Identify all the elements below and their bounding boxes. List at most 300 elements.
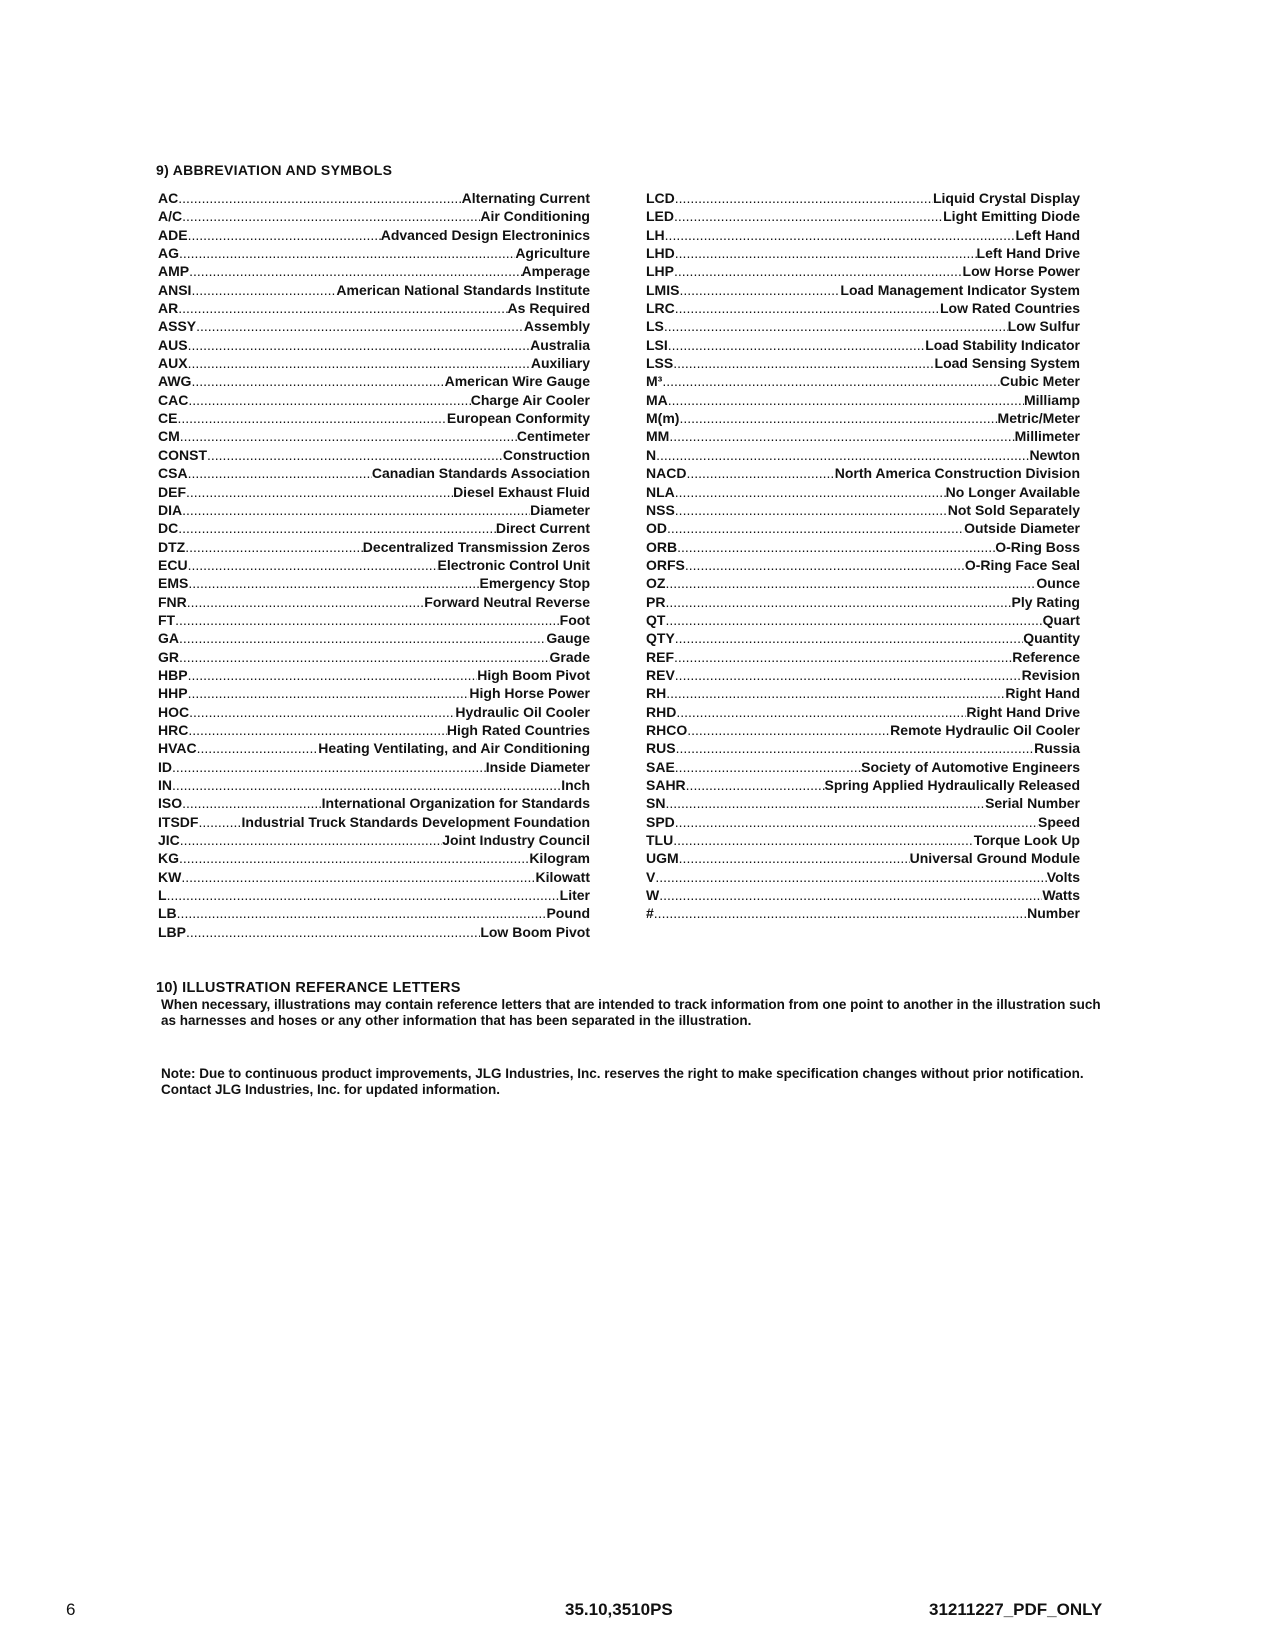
abbreviation-definition: No Longer Available (945, 483, 1080, 500)
dot-leader (673, 354, 934, 372)
dot-leader (172, 776, 561, 794)
abbreviation-definition: High Boom Pivot (477, 666, 590, 683)
dot-leader (664, 317, 1008, 335)
abbreviation-term: LCD (646, 190, 675, 206)
abbreviation-definition: Russia (1034, 740, 1080, 757)
abbreviation-row (158, 886, 590, 904)
abbreviation-definition: North America Construction Division (834, 465, 1080, 482)
abbreviation-definition: Load Management Indicator System (840, 281, 1080, 298)
abbreviation-row (646, 666, 1080, 684)
abbreviation-row (646, 464, 1080, 482)
abbreviation-term: AWG (158, 373, 192, 390)
abbreviation-definition: Pound (546, 905, 590, 922)
abbreviation-definition: Diameter (530, 501, 590, 518)
dot-leader (675, 666, 1022, 684)
abbreviation-row (158, 189, 590, 207)
abbreviation-row (158, 868, 590, 886)
abbreviation-row (646, 409, 1080, 427)
abbreviation-definition: Diesel Exhaust Fluid (453, 483, 590, 500)
abbreviation-definition: Heating Ventilating, and Air Conditioning (318, 740, 590, 757)
abbreviation-term: GR (158, 648, 179, 665)
abbreviation-definition: Millimeter (1014, 428, 1080, 445)
abbreviation-row (646, 207, 1080, 225)
dot-leader (686, 776, 825, 794)
abbreviation-row (158, 483, 590, 501)
section-9-title: 9) ABBREVIATION AND SYMBOLS (156, 162, 393, 178)
abbreviation-definition: Construction (502, 446, 590, 463)
abbreviation-row (646, 336, 1080, 354)
abbreviation-term: IN (158, 777, 172, 793)
abbreviation-row (646, 721, 1080, 739)
abbreviation-definition: Amperage (521, 263, 590, 280)
dot-leader (197, 739, 319, 757)
abbreviation-definition: O-Ring Face Seal (964, 556, 1080, 573)
abbreviation-row (158, 574, 590, 592)
abbreviation-term: V (646, 868, 656, 885)
dot-leader (687, 721, 890, 739)
abbreviation-row (646, 611, 1080, 629)
abbreviation-definition: Hydraulic Oil Cooler (455, 703, 590, 720)
dot-leader (676, 739, 1035, 757)
abbreviation-definition: Newton (1029, 446, 1080, 463)
abbreviation-row (158, 519, 590, 537)
dot-leader (655, 868, 1046, 886)
abbreviation-term: HOC (158, 703, 190, 720)
dot-leader (188, 464, 372, 482)
abbreviation-row (646, 281, 1080, 299)
abbreviation-row (158, 464, 590, 482)
abbreviation-term: GA (158, 630, 179, 647)
abbreviation-row (158, 703, 590, 721)
abbreviation-row (646, 372, 1080, 390)
dot-leader (665, 574, 1036, 592)
abbreviation-row (158, 409, 590, 427)
dot-leader (189, 703, 455, 721)
abbreviation-definition: Right Hand Drive (966, 703, 1080, 720)
abbreviation-term: ASSY (158, 318, 197, 335)
abbreviation-row (646, 519, 1080, 537)
abbreviation-row (646, 354, 1080, 372)
abbreviation-definition: As Required (507, 300, 590, 317)
dot-leader (191, 372, 444, 390)
dot-leader (182, 207, 480, 225)
abbreviation-definition: Emergency Stop (479, 575, 590, 592)
abbreviation-row (646, 556, 1080, 574)
abbreviation-row (646, 794, 1080, 812)
abbreviation-definition: Load Sensing System (934, 355, 1080, 372)
abbreviation-definition: European Conformity (446, 410, 590, 427)
abbreviation-term: M³ (646, 373, 663, 390)
abbreviation-definition: Ounce (1036, 575, 1080, 592)
abbreviation-definition: Revision (1021, 666, 1080, 683)
abbreviation-definition: Industrial Truck Standards Development Foundation (241, 813, 590, 830)
dot-leader (179, 849, 529, 867)
dot-leader (188, 684, 470, 702)
abbreviation-term: DTZ (158, 538, 186, 555)
abbreviation-term: JIC (158, 832, 180, 849)
abbreviation-term: CAC (158, 391, 189, 408)
dot-leader (675, 758, 861, 776)
abbreviation-definition: Advanced Design Electroninics (380, 226, 590, 243)
dot-leader (675, 501, 948, 519)
abbreviation-row (158, 904, 590, 922)
abbreviation-definition: Quart (1042, 611, 1080, 628)
abbreviation-term: NACD (646, 465, 687, 482)
abbreviation-row (158, 629, 590, 647)
dot-leader (665, 794, 985, 812)
abbreviation-term: LHP (646, 263, 674, 280)
abbreviation-term: NLA (646, 483, 675, 500)
abbreviation-row (158, 501, 590, 519)
abbreviation-definition: Low Rated Countries (939, 300, 1080, 317)
dot-leader (188, 354, 531, 372)
abbreviation-term: AMP (158, 263, 190, 280)
dot-leader (669, 427, 1014, 445)
abbreviation-definition: Cubic Meter (999, 373, 1080, 390)
dot-leader (675, 629, 1023, 647)
abbreviation-definition: Liter (559, 887, 590, 904)
abbreviation-term: LSS (646, 355, 674, 372)
abbreviation-term: SAE (646, 758, 675, 775)
abbreviation-definition: Right Hand (1005, 685, 1080, 702)
dot-leader (198, 813, 241, 831)
abbreviation-definition: Reference (1012, 648, 1080, 665)
abbreviation-term: RHCO (646, 721, 688, 738)
abbreviation-term: LHD (646, 245, 675, 262)
abbreviation-definition: Canadian Standards Association (371, 465, 590, 482)
abbreviation-term: HVAC (158, 740, 197, 757)
dot-leader (188, 666, 478, 684)
abbreviation-definition: Low Sulfur (1007, 318, 1080, 335)
abbreviation-term: CSA (158, 465, 188, 482)
abbreviation-term: REF (646, 648, 674, 665)
abbreviation-definition: Ply Rating (1011, 593, 1080, 610)
dot-leader (185, 538, 363, 556)
abbreviation-row (158, 794, 590, 812)
dot-leader (662, 372, 1000, 390)
abbreviation-row (646, 299, 1080, 317)
abbreviation-row (646, 684, 1080, 702)
abbreviation-term: RH (646, 685, 667, 702)
dot-leader (188, 226, 381, 244)
abbreviation-definition: Low Horse Power (962, 263, 1080, 280)
abbreviation-term: AG (158, 245, 179, 262)
abbreviation-term: REV (646, 666, 675, 683)
dot-leader (654, 904, 1027, 922)
dot-leader (188, 336, 531, 354)
abbreviation-definition: Remote Hydraulic Oil Cooler (890, 721, 1080, 738)
abbreviation-term: MM (646, 428, 670, 445)
dot-leader (673, 831, 973, 849)
abbreviation-definition: Electronic Control Unit (437, 556, 590, 573)
abbreviation-definition: Decentralized Transmission Zeros (362, 538, 590, 555)
abbreviation-definition: Liquid Crystal Display (932, 190, 1080, 206)
abbreviation-term: DIA (158, 501, 183, 518)
abbreviation-row (158, 684, 590, 702)
dot-leader (177, 409, 446, 427)
abbreviation-row (158, 372, 590, 390)
abbreviation-definition: Assembly (523, 318, 590, 335)
abbreviation-list-left (158, 189, 590, 941)
dot-leader (675, 299, 940, 317)
abbreviation-row (158, 262, 590, 280)
abbreviation-row (158, 776, 590, 794)
dot-leader (675, 244, 977, 262)
abbreviation-term: W (646, 887, 660, 904)
dot-leader (179, 648, 550, 666)
abbreviation-row (646, 831, 1080, 849)
abbreviation-term: SN (646, 795, 666, 812)
dot-leader (677, 538, 995, 556)
abbreviation-definition: Gauge (546, 630, 590, 647)
abbreviation-term: AC (158, 190, 179, 206)
abbreviation-row (646, 501, 1080, 519)
abbreviation-term: AUX (158, 355, 188, 372)
abbreviation-term: OZ (646, 575, 666, 592)
dot-leader (178, 299, 507, 317)
abbreviation-list-right (646, 189, 1080, 923)
dot-leader (665, 593, 1011, 611)
dot-leader (674, 207, 943, 225)
abbreviation-term: A/C (158, 208, 183, 225)
abbreviation-definition: Alternating Current (461, 190, 590, 206)
abbreviation-term: LBP (158, 923, 186, 940)
abbreviation-term: ANSI (158, 281, 192, 298)
abbreviation-term: ECU (158, 556, 188, 573)
dot-leader (182, 794, 322, 812)
abbreviation-definition: High Rated Countries (446, 721, 590, 738)
abbreviation-definition: American Wire Gauge (444, 373, 590, 390)
abbreviation-row (646, 427, 1080, 445)
abbreviation-definition: Volts (1046, 868, 1080, 885)
abbreviation-row (646, 629, 1080, 647)
abbreviation-row (158, 666, 590, 684)
abbreviation-row (646, 244, 1080, 262)
dot-leader (675, 189, 933, 207)
abbreviation-definition: Centimeter (516, 428, 590, 445)
abbreviation-row (646, 648, 1080, 666)
abbreviation-row (646, 904, 1080, 922)
dot-leader (659, 886, 1042, 904)
abbreviation-term: M(m) (646, 410, 680, 427)
abbreviation-definition: Left Hand Drive (976, 245, 1080, 262)
dot-leader (196, 317, 524, 335)
abbreviation-row (158, 831, 590, 849)
dot-leader (668, 336, 925, 354)
abbreviation-term: N (646, 446, 657, 463)
abbreviation-row (158, 538, 590, 556)
abbreviation-row (158, 207, 590, 225)
abbreviation-term: L (158, 887, 167, 904)
abbreviation-row (646, 391, 1080, 409)
abbreviation-row (158, 849, 590, 867)
dot-leader (665, 611, 1042, 629)
abbreviation-row (646, 446, 1080, 464)
abbreviation-row (646, 226, 1080, 244)
abbreviation-definition: Left Hand (1015, 226, 1080, 243)
abbreviation-row (646, 189, 1080, 207)
abbreviation-term: LSI (646, 336, 668, 353)
dot-leader (187, 593, 424, 611)
section-10-body: When necessary, illustrations may contain reference letters that are intended to track information from one point to another in the illustration such as harnesses and hoses or any other information that has been separated in the illustration. (161, 997, 1101, 1028)
dot-leader (188, 391, 470, 409)
abbreviation-definition: O-Ring Boss (995, 538, 1080, 555)
dot-leader (679, 849, 910, 867)
abbreviation-term: LMIS (646, 281, 680, 298)
dot-leader (180, 831, 442, 849)
abbreviation-term: DEF (158, 483, 186, 500)
abbreviation-term: ADE (158, 226, 188, 243)
dot-leader (207, 446, 503, 464)
abbreviation-definition: Milliamp (1023, 391, 1080, 408)
dot-leader (685, 556, 965, 574)
abbreviation-definition: Serial Number (985, 795, 1080, 812)
abbreviation-term: FT (158, 611, 176, 628)
abbreviation-row (158, 354, 590, 372)
dot-leader (188, 556, 438, 574)
section-10-title: 10) ILLUSTRATION REFERANCE LETTERS (156, 980, 461, 996)
dot-leader (686, 464, 834, 482)
abbreviation-term: OD (646, 520, 667, 537)
abbreviation-definition: Torque Look Up (973, 832, 1080, 849)
dot-leader (656, 446, 1029, 464)
dot-leader (181, 868, 535, 886)
dot-leader (191, 281, 336, 299)
dot-leader (175, 611, 560, 629)
dot-leader (679, 281, 840, 299)
abbreviation-row (646, 593, 1080, 611)
page-number: 6 (66, 1600, 76, 1619)
dot-leader (674, 648, 1012, 666)
abbreviation-term: CONST (158, 446, 207, 463)
abbreviation-definition: Inch (561, 777, 590, 793)
abbreviation-definition: Society of Automotive Engineers (861, 758, 1080, 775)
abbreviation-definition: Number (1027, 905, 1080, 922)
abbreviation-term: CE (158, 410, 178, 427)
abbreviation-definition: Auxiliary (530, 355, 590, 372)
abbreviation-term: LED (646, 208, 674, 225)
abbreviation-term: FNR (158, 593, 187, 610)
abbreviation-term: ORB (646, 538, 678, 555)
abbreviation-row (646, 776, 1080, 794)
abbreviation-definition: Charge Air Cooler (470, 391, 590, 408)
abbreviation-row (646, 483, 1080, 501)
abbreviation-row (158, 923, 590, 941)
abbreviation-definition: Low Boom Pivot (480, 923, 590, 940)
dot-leader (676, 703, 966, 721)
dot-leader (667, 519, 964, 537)
abbreviation-row (158, 226, 590, 244)
dot-leader (178, 519, 496, 537)
abbreviation-row (158, 244, 590, 262)
abbreviation-definition: Universal Ground Module (909, 850, 1080, 867)
abbreviation-term: LB (158, 905, 177, 922)
abbreviation-term: HRC (158, 721, 189, 738)
document-code: 35.10,3510PS (565, 1600, 673, 1619)
note-text: Note: Due to continuous product improvements, JLG Industries, Inc. reserves the right to make specification changes without prior notification. Contact JLG Industries, Inc. for updated information. (161, 1066, 1084, 1097)
abbreviation-definition: Metric/Meter (997, 410, 1080, 427)
dot-leader (679, 409, 997, 427)
abbreviation-definition: High Horse Power (469, 685, 590, 702)
abbreviation-term: KG (158, 850, 179, 867)
abbreviation-term: SPD (646, 813, 675, 830)
abbreviation-row (158, 427, 590, 445)
abbreviation-row (158, 758, 590, 776)
abbreviation-term: PR (646, 593, 666, 610)
abbreviation-term: UGM (646, 850, 679, 867)
abbreviation-definition: Kilowatt (535, 868, 590, 885)
abbreviation-term: QTY (646, 630, 675, 647)
abbreviation-row (646, 813, 1080, 831)
dot-leader (188, 721, 447, 739)
abbreviation-row (646, 758, 1080, 776)
abbreviation-definition: American National Standards Institute (336, 281, 590, 298)
abbreviation-term: ORFS (646, 556, 685, 573)
dot-leader (189, 262, 521, 280)
abbreviation-term: EMS (158, 575, 189, 592)
abbreviation-row (646, 262, 1080, 280)
abbreviation-definition: International Organization for Standards (321, 795, 590, 812)
abbreviation-term: CM (158, 428, 180, 445)
abbreviation-definition: Agriculture (515, 245, 590, 262)
abbreviation-row (646, 703, 1080, 721)
abbreviation-row (158, 299, 590, 317)
abbreviation-row (646, 849, 1080, 867)
abbreviation-term: LS (646, 318, 664, 335)
dot-leader (182, 501, 530, 519)
abbreviation-term: LH (646, 226, 665, 243)
dot-leader (665, 226, 1016, 244)
abbreviation-definition: Watts (1042, 887, 1080, 904)
abbreviation-definition: Forward Neutral Reverse (424, 593, 590, 610)
dot-leader (179, 244, 515, 262)
abbreviation-row (646, 538, 1080, 556)
abbreviation-row (158, 648, 590, 666)
abbreviation-definition: Air Conditioning (480, 208, 590, 225)
abbreviation-row (646, 739, 1080, 757)
abbreviation-definition: Spring Applied Hydraulically Released (824, 777, 1080, 793)
abbreviation-term: ID (158, 758, 172, 775)
dot-leader (666, 684, 1005, 702)
abbreviation-term: ITSDF (158, 813, 199, 830)
abbreviation-term: MA (646, 391, 668, 408)
abbreviation-definition: Australia (530, 336, 590, 353)
dot-leader (180, 427, 517, 445)
abbreviation-row (158, 446, 590, 464)
dot-leader (172, 758, 486, 776)
abbreviation-term: DC (158, 520, 179, 537)
abbreviation-term: AR (158, 300, 179, 317)
abbreviation-term: RUS (646, 740, 676, 757)
abbreviation-row (158, 721, 590, 739)
abbreviation-term: KW (158, 868, 182, 885)
abbreviation-row (646, 886, 1080, 904)
abbreviation-row (158, 317, 590, 335)
dot-leader (186, 923, 480, 941)
dot-leader (675, 483, 946, 501)
abbreviation-row (158, 813, 590, 831)
abbreviation-definition: Grade (549, 648, 590, 665)
dot-leader (186, 483, 453, 501)
abbreviation-definition: Light Emitting Diode (943, 208, 1080, 225)
abbreviation-definition: Direct Current (495, 520, 590, 537)
abbreviation-row (158, 593, 590, 611)
abbreviation-row (646, 868, 1080, 886)
abbreviation-term: # (646, 905, 654, 922)
abbreviation-definition: Not Sold Separately (947, 501, 1080, 518)
abbreviation-term: QT (646, 611, 666, 628)
abbreviation-term: ISO (158, 795, 183, 812)
